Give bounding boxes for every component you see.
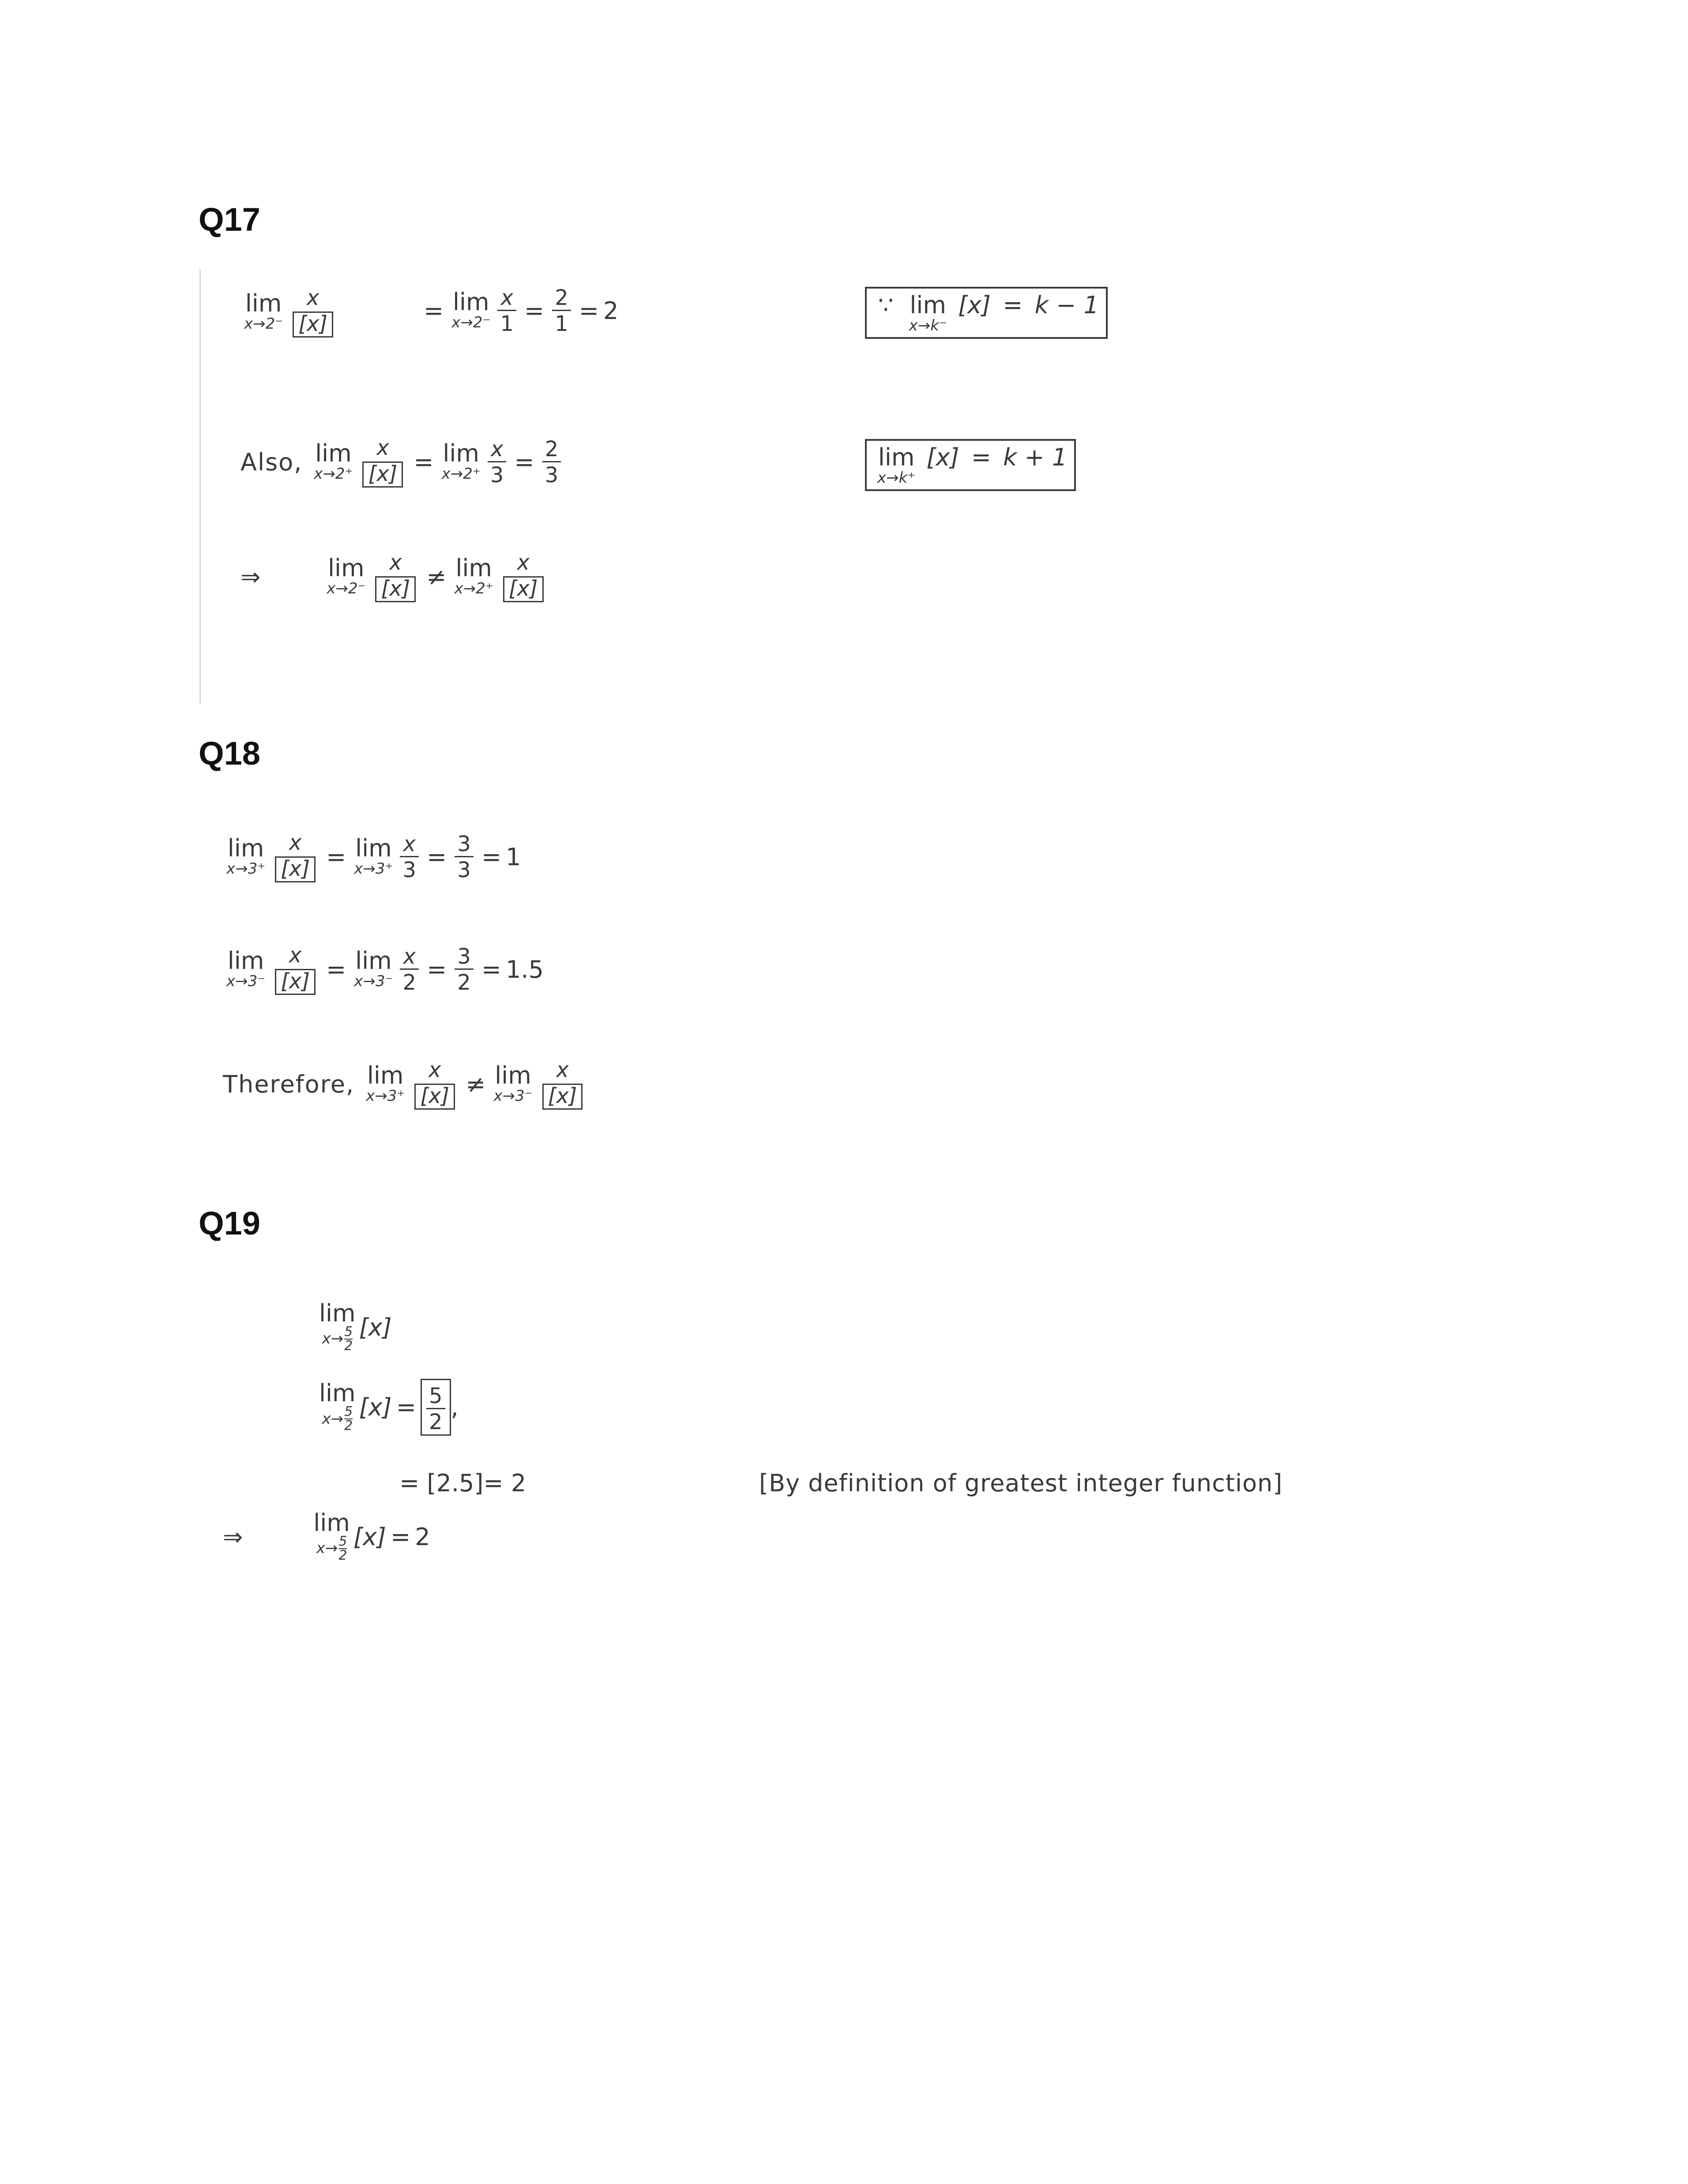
q19-line1: lim x→ 5 2 [x] [319,1299,392,1354]
q17-line1 [241,287,339,338]
q17-note1: ∵ lim x→k⁻ [x] = k − 1 [865,287,1108,339]
q17-heading: Q17 [199,201,260,238]
q17-line3: ⇒ lim x→2⁻ x [x] ≠ lim x→2⁺ x [x] [241,552,550,602]
q19-note: [By definition of greatest integer function] [759,1469,1283,1497]
q18-line3: Therefore, lim x→3⁺ x [x] ≠ lim x→3⁻ x [x] [223,1059,589,1110]
q19-line2: lim x→ 5 2 [x] = $\frac{5}{2}$ , [316,1379,459,1436]
limit-subscript: x→2⁻ [244,315,283,333]
q18-line1: lim x→3⁺ x [x] = lim x→3⁺ $\frac{x}{3}$ = $\frac{3}{3}$ = 1 [226,830,521,882]
q17-line1-rhs: = lim x→2⁻ $\frac{x}{1}$ = $\frac{2}{1}$ = 2 [424,285,619,337]
q17-note2: lim x→k⁺ [x] = k + 1 [865,439,1076,491]
q18-line2: lim x→3⁻ x [x] = lim x→3⁻ $\frac{x}{2}$ = $\frac{3}{2}$ = 1.5 [226,943,544,995]
q19-line4: ⇒ lim x→ 5 2 [x] = 2 [223,1509,430,1563]
fraction: x [x] [290,287,336,338]
limit: lim x→2⁻ [244,289,283,333]
q18-heading: Q18 [199,735,260,772]
q19-heading: Q19 [199,1205,260,1242]
q17-margin-rule [199,269,201,704]
q17-line2: Also, lim x→2⁺ x [x] = lim x→2⁺ $\frac{x}{3}$ = $\frac{2}{3}$ [241,437,564,488]
q19-line3: = [2.5]= 2 [399,1469,526,1497]
